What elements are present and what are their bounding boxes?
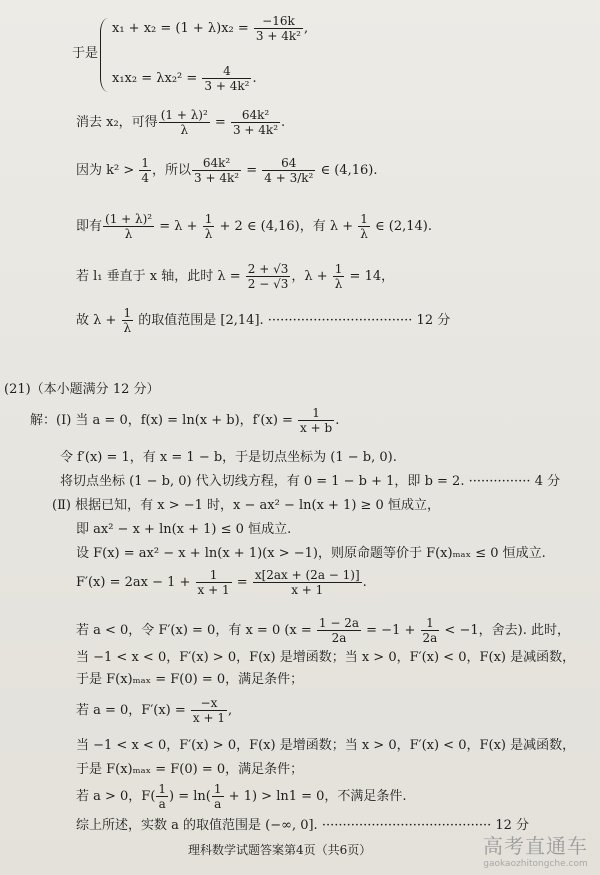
line-monotonic-2: 当 −1 < x < 0，F′(x) > 0，F(x) 是增函数；当 x > 0，F′(x) < 0，F(x) 是减函数，	[76, 738, 576, 753]
line-max-2: 于是 F(x)ₘₐₓ = F(0) = 0，满足条件；	[76, 762, 304, 777]
final-conclusion: 综上所述，实数 a 的取值范围是 (−∞, 0]. ········································· 12 分	[76, 818, 530, 833]
eq-conclusion-20: 故 λ + $\frac{1}{\lambda}$ 的取值范围是 [2,14]. ··································· 12 分	[76, 306, 451, 335]
eq-eliminate: 消去 x₂，可得 $\frac{\text{(1 + λ)²}}{\lambda}$ = $\frac{\text{64k²}}{\text{3 + 4k²}}$ .	[76, 108, 286, 137]
page-footer: 理科数学试题答案第4页（共6页）	[188, 843, 372, 857]
case-a-positive: 若 a > 0，F( $\frac{1}{a}$ ) = ln( $\frac{1}{a}$ + 1) > ln1 = 0，不满足条件.	[76, 782, 407, 811]
eq-F-derivative: F′(x) = 2ax − 1 + $\frac{1}{x + 1}$ = $\frac{x[2ax + (2a - 1)]}{x + 1}$ .	[76, 568, 367, 597]
case-a-negative: 若 a < 0，令 F′(x) = 0，有 x = 0 (x = $\frac{1 - 2a}{2a}$ = −1 + $\frac{1}{2a}$ < −1，舍去). 此时，	[76, 616, 570, 645]
eq-product: x₁x₂ = λx₂² = $\frac{4}{\text{3 + 4k²}}$ .	[112, 64, 257, 93]
line-equivalent: 即 ax² − x + ln(x + 1) ≤ 0 恒成立.	[76, 522, 292, 537]
solution-part2: (Ⅱ) 根据已知，有 x > −1 时，x − ax² − ln(x + 1) ≥ 0 恒成立，	[52, 498, 440, 513]
text-yushi: 于是	[72, 46, 99, 61]
watermark-logo	[483, 830, 588, 869]
line-define-F: 设 F(x) = ax² − x + ln(x + 1)(x > −1)，则原命题等价于 F(x)ₘₐₓ ≤ 0 恒成立.	[76, 546, 546, 561]
line-tangent-point: 令 f′(x) = 1，有 x = 1 − b，于是切点坐标为 (1 − b, 0).	[60, 450, 397, 465]
line-b-value: 将切点坐标 (1 − b, 0) 代入切线方程，有 0 = 1 − b + 1，即 b = 2. ··············· 4 分	[60, 474, 561, 489]
problem-21-heading: (21)（本小题满分 12 分）	[4, 382, 160, 397]
watermark-text: 高考直通车	[483, 834, 588, 858]
line-monotonic-1: 当 −1 < x < 0，F′(x) > 0，F(x) 是增函数；当 x > 0，F′(x) < 0，F(x) 是减函数，	[76, 650, 576, 665]
eq-vertical-case: 若 l₁ 垂直于 x 轴，此时 λ = $\frac{2 + √3}{2 - √3}$ ，λ + $\frac{1}{\lambda}$ = 14，	[76, 262, 395, 291]
eq-sum: x₁ + x₂ = (1 + λ)x₂ = $\frac{-16k}{\text{3 + 4k²}}$ ,	[112, 14, 309, 43]
eq-range-k: 因为 k² > $\frac{1}{4}$ ，所以 $\frac{\text{64k²}}{\text{3 + 4k²}}$ = $\frac{64}{\text{4 + 3/k²}}$ ∈ (4,16).	[76, 156, 378, 185]
solution-part1: 解：(Ⅰ) 当 a = 0，f(x) = ln(x + b)，f′(x) = $\frac{1}{x + b}$ .	[30, 406, 340, 435]
eq-lambda-range: 即有 $\frac{\text{(1 + λ)²}}{\lambda}$ = λ + $\frac{1}{\lambda}$ + 2 ∈ (4,16)，有 λ + $\frac{1}{\lambda}$ ∈ (2,14).	[76, 212, 433, 241]
watermark-url: gaokaozhitongche.com	[483, 859, 588, 869]
line-max-1: 于是 F(x)ₘₐₓ = F(0) = 0，满足条件；	[76, 672, 304, 687]
case-a-zero: 若 a = 0，F′(x) = $\frac{-x}{x + 1}$ ,	[76, 696, 233, 725]
equation-brace	[100, 18, 111, 92]
